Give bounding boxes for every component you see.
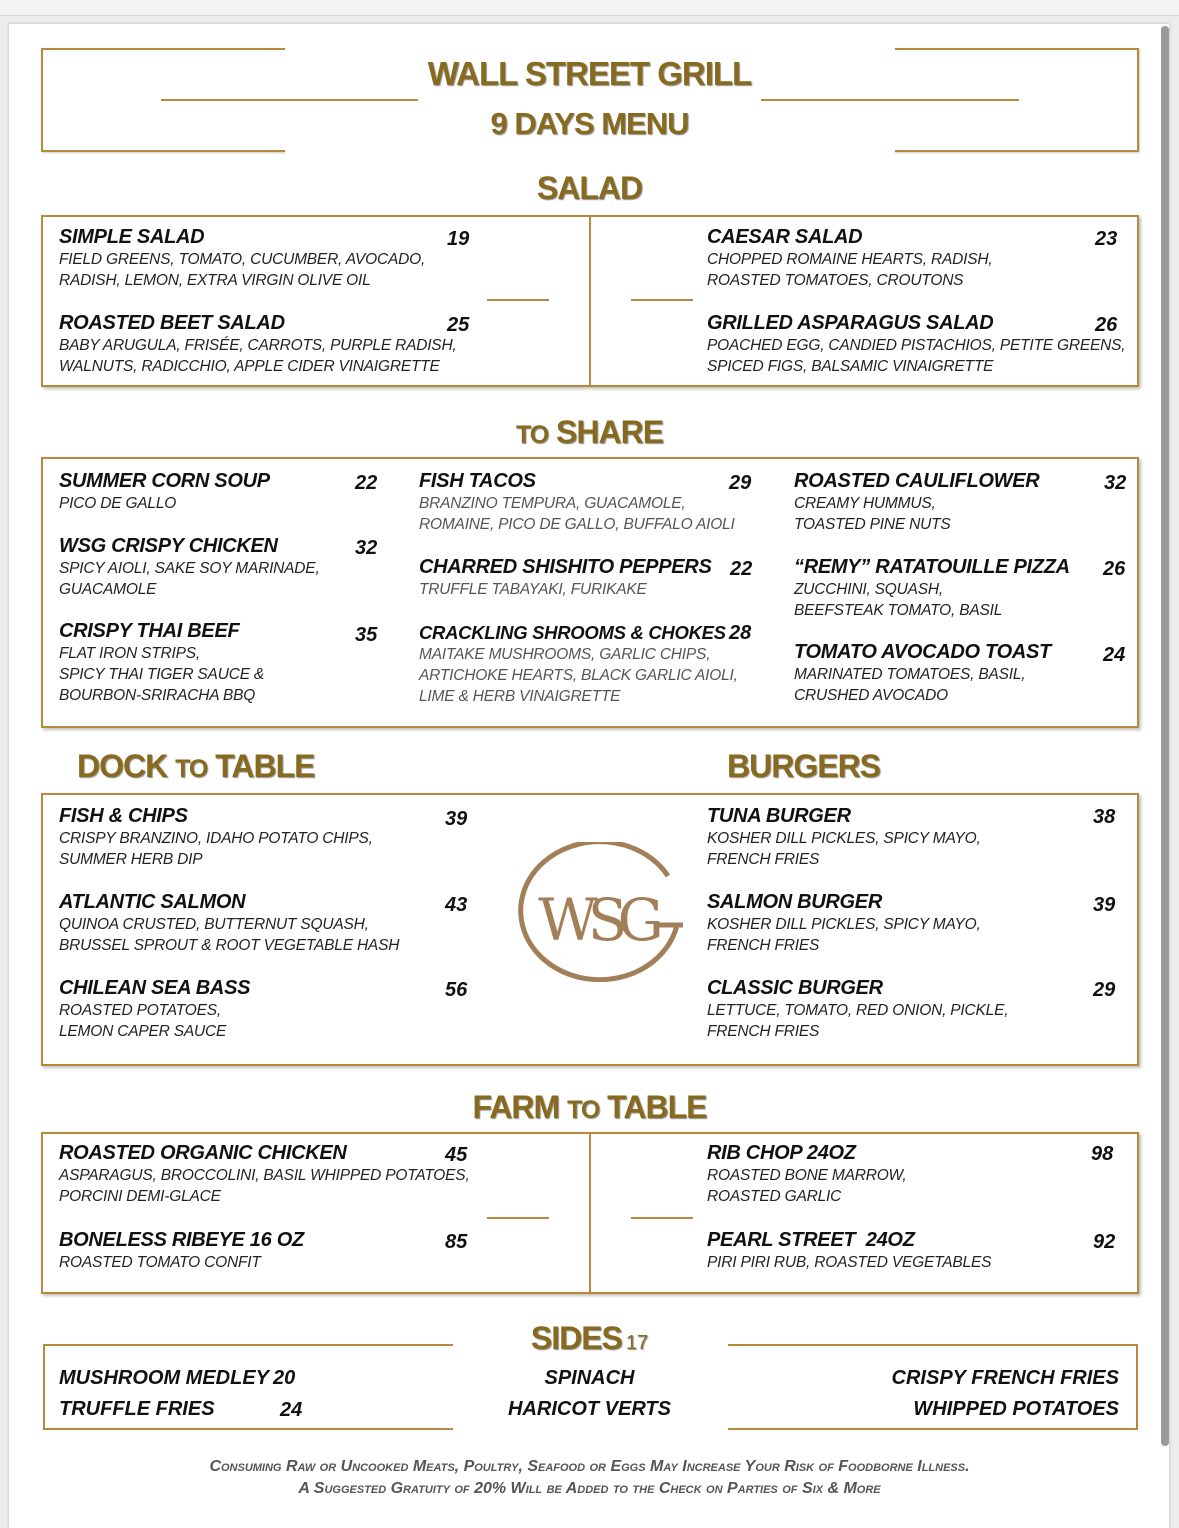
item-name: CLASSIC BURGER — [707, 977, 883, 999]
desc-line: PIRI PIRI RUB, ROASTED VEGETABLES — [707, 1254, 992, 1271]
item-name: BONELESS RIBEYE 16 OZ — [59, 1229, 304, 1251]
item-name: PEARL STREET 24OZ — [707, 1229, 915, 1251]
side-spinach: SPINACH — [544, 1367, 635, 1389]
item-price: 32 — [355, 537, 378, 559]
desc-line: RADISH, LEMON, EXTRA VIRGIN OLIVE OIL — [59, 272, 371, 289]
item-name: WSG CRISPY CHICKEN — [59, 535, 278, 557]
item-desc — [419, 579, 712, 600]
menu-item — [59, 977, 250, 1042]
item-name: ROASTED CAULIFLOWER — [794, 470, 1040, 492]
desc-line: ROASTED TOMATOES, CROUTONS — [707, 272, 964, 289]
desc-line: BEEFSTEAK TOMATO, BASIL — [794, 602, 1003, 619]
sides-top-right — [728, 1344, 1138, 1346]
item-desc — [707, 1000, 1008, 1042]
item-name: TUNA BURGER — [707, 805, 851, 827]
desc-line: PORCINI DEMI-GLACE — [59, 1188, 221, 1205]
menu-item — [59, 1142, 470, 1207]
menu-item — [59, 470, 270, 514]
desc-line: CRISPY BRANZINO, IDAHO POTATO CHIPS, — [59, 830, 373, 847]
item-name: CHARRED SHISHITO PEPPERS — [419, 556, 712, 578]
item-price: 22 — [730, 558, 753, 580]
desc-line: CRUSHED AVOCADO — [794, 687, 949, 704]
item-desc — [707, 249, 992, 291]
item-name: FISH & CHIPS — [59, 805, 188, 827]
desc-line: CHOPPED ROMAINE HEARTS, RADISH, — [707, 251, 993, 268]
menu-item — [794, 556, 1070, 621]
salad-rule-right — [631, 299, 693, 301]
side-haricot-verts: HARICOT VERTS — [508, 1398, 671, 1420]
farm-rule-left — [487, 1217, 549, 1219]
item-name: RIB CHOP 24OZ — [707, 1142, 856, 1164]
desc-line: FRENCH FRIES — [707, 851, 820, 868]
desc-line: WALNUTS, RADICCHIO, APPLE CIDER VINAIGRETTE — [59, 358, 440, 375]
item-price: 29 — [729, 472, 752, 494]
item-price: 92 — [1093, 1231, 1116, 1253]
menu-item — [59, 620, 264, 706]
desc-line: SPICY AIOLI, SAKE SOY MARINADE, — [59, 560, 320, 577]
item-price: 22 — [355, 472, 378, 494]
desc-line: TOASTED PINE NUTS — [794, 516, 951, 533]
desc-line: BRUSSEL SPROUT & ROOT VEGETABLE HASH — [59, 937, 400, 954]
title-b: TABLE — [215, 748, 315, 784]
side-name: TRUFFLE FRIES — [59, 1398, 215, 1420]
item-name: ATLANTIC SALMON — [59, 891, 246, 913]
item-name: TOMATO AVOCADO TOAST — [794, 641, 1051, 663]
sides-price: 17 — [625, 1332, 649, 1354]
item-price: 43 — [445, 894, 468, 916]
item-price: 56 — [445, 979, 468, 1001]
sides-bottom-left — [43, 1428, 453, 1430]
desc-line: FIELD GREENS, TOMATO, CUCUMBER, AVOCADO, — [59, 251, 426, 268]
item-desc — [59, 914, 399, 956]
menu-item — [707, 891, 981, 956]
farm-rule-right — [631, 1217, 693, 1219]
item-desc — [794, 664, 1051, 706]
item-name: SALMON BURGER — [707, 891, 882, 913]
desc-line: BRANZINO TEMPURA, GUACAMOLE, — [419, 495, 686, 512]
menu-item — [59, 805, 373, 870]
item-name: SUMMER CORN SOUP — [59, 470, 270, 492]
item-desc — [707, 335, 1125, 377]
menu-item — [707, 226, 992, 291]
side-truffle-price: 24 — [280, 1399, 303, 1421]
item-price: 26 — [1095, 314, 1118, 336]
desc-line: LEMON CAPER SAUCE — [59, 1023, 227, 1040]
desc-line: ZUCCHINI, SQUASH, — [794, 581, 944, 598]
menu-item — [59, 226, 425, 291]
desc-line: ROASTED POTATOES, — [59, 1002, 221, 1019]
title-to: TO — [515, 421, 549, 449]
item-name: CRACKLING SHROOMS & CHOKES — [419, 622, 726, 643]
logo-letters: WSG — [538, 886, 654, 954]
desc-line: ARTICHOKE HEARTS, BLACK GARLIC AIOLI, — [419, 667, 738, 684]
menu-item — [59, 535, 320, 600]
browser-top-bar — [0, 0, 1179, 16]
desc-line: ROASTED BONE MARROW, — [707, 1167, 907, 1184]
side-crispy-french-fries: CRISPY FRENCH FRIES — [891, 1367, 1119, 1389]
scrollbar[interactable] — [1161, 26, 1169, 1446]
desc-line: TRUFFLE TABAYAKI, FURIKAKE — [419, 581, 647, 598]
desc-line: ROASTED TOMATO CONFIT — [59, 1254, 261, 1271]
sides-title — [0, 1320, 1179, 1357]
item-desc — [419, 644, 738, 707]
desc-line: BOURBON-SRIRACHA BBQ — [59, 687, 256, 704]
menu-item — [707, 977, 1008, 1042]
share-title — [0, 414, 1179, 451]
item-price: 39 — [1093, 894, 1116, 916]
item-price: 45 — [445, 1144, 468, 1166]
menu-subtitle: 9 DAYS MENU — [490, 106, 689, 141]
sides-bottom-right — [728, 1428, 1138, 1430]
title-a: DOCK — [77, 748, 168, 784]
side-price: 20 — [273, 1367, 296, 1389]
item-desc — [59, 249, 425, 291]
item-price: 98 — [1091, 1143, 1114, 1165]
item-price: 23 — [1095, 228, 1118, 250]
item-name: ROASTED BEET SALAD — [59, 312, 285, 334]
title-a: FARM — [472, 1089, 560, 1125]
item-desc — [59, 558, 320, 600]
menu-item — [707, 1142, 907, 1207]
header-rule-right — [761, 99, 1019, 101]
item-price: 25 — [447, 314, 470, 336]
item-name: CRISPY THAI BEEF — [59, 620, 240, 642]
item-price: 29 — [1093, 979, 1116, 1001]
item-desc — [707, 914, 981, 956]
item-desc — [59, 1165, 470, 1207]
item-desc — [419, 493, 735, 535]
item-price: 32 — [1104, 472, 1127, 494]
dock-title — [77, 748, 314, 785]
restaurant-name: WALL STREET GRILL — [427, 55, 752, 92]
desc-line: FRENCH FRIES — [707, 1023, 820, 1040]
footer-line-2: A Suggested Gratuity of 20% Will be Added to the Check on Parties of Six & More — [298, 1480, 881, 1497]
menu-item — [59, 1229, 304, 1273]
desc-line: FRENCH FRIES — [707, 937, 820, 954]
wsg-logo-icon — [508, 842, 688, 982]
desc-line: SPICED FIGS, BALSAMIC VINAIGRETTE — [707, 358, 994, 375]
menu-item — [59, 891, 399, 956]
desc-line: LIME & HERB VINAIGRETTE — [419, 688, 621, 705]
desc-line: FLAT IRON STRIPS, — [59, 645, 200, 662]
item-desc — [59, 828, 373, 870]
title-to: TO — [567, 1096, 600, 1124]
item-price: 24 — [1103, 644, 1126, 666]
item-desc — [59, 335, 457, 377]
salad-divider — [589, 217, 591, 385]
item-desc — [59, 1000, 250, 1042]
item-price: 38 — [1093, 806, 1116, 828]
menu-item — [794, 470, 1039, 535]
desc-line: ROMAINE, PICO DE GALLO, BUFFALO AIOLI — [419, 516, 735, 533]
item-name: ROASTED ORGANIC CHICKEN — [59, 1142, 347, 1164]
desc-line: MARINATED TOMATOES, BASIL, — [794, 666, 1026, 683]
menu-item — [707, 805, 981, 870]
menu-item — [419, 470, 735, 535]
item-price: 28 — [729, 622, 752, 644]
desc-line: CREAMY HUMMUS, — [794, 495, 936, 512]
menu-item — [419, 622, 738, 707]
menu-item — [419, 556, 712, 600]
item-price: 26 — [1103, 558, 1126, 580]
farm-title — [0, 1089, 1179, 1126]
item-desc — [59, 1252, 304, 1273]
salad-rule-left — [487, 299, 549, 301]
item-desc — [707, 1252, 991, 1273]
menu-item — [707, 1229, 991, 1273]
item-name: FISH TACOS — [419, 470, 536, 492]
title-main: SIDES — [530, 1320, 622, 1356]
menu-item — [707, 312, 1125, 377]
item-desc — [59, 493, 270, 514]
item-name: GRILLED ASPARAGUS SALAD — [707, 312, 994, 334]
footer-notice — [0, 1456, 1179, 1500]
item-price: 85 — [445, 1231, 468, 1253]
item-desc — [59, 643, 264, 706]
side-name: MUSHROOM MEDLEY — [59, 1367, 269, 1389]
sides-top-left — [43, 1344, 453, 1346]
desc-line: ROASTED GARLIC — [707, 1188, 842, 1205]
header-rule-left — [161, 99, 418, 101]
item-price: 35 — [355, 624, 378, 646]
footer-line-1: Consuming Raw or Uncooked Meats, Poultry, Seafood or Eggs May Increase Your Risk of Foodborne Illness. — [209, 1458, 970, 1475]
title-b: TABLE — [607, 1089, 707, 1125]
item-price: 19 — [447, 228, 470, 250]
item-desc — [707, 828, 981, 870]
item-desc — [794, 493, 1039, 535]
desc-line: ASPARAGUS, BROCCOLINI, BASIL WHIPPED POTATOES, — [59, 1167, 470, 1184]
desc-line: BABY ARUGULA, FRISÉE, CARROTS, PURPLE RADISH, — [59, 337, 457, 354]
item-desc — [707, 1165, 907, 1207]
item-price: 39 — [445, 808, 468, 830]
item-name: CAESAR SALAD — [707, 226, 863, 248]
salad-title: SALAD — [536, 170, 643, 206]
title-to: TO — [175, 755, 208, 783]
item-desc — [794, 579, 1070, 621]
item-name: CHILEAN SEA BASS — [59, 977, 251, 999]
desc-line: MAITAKE MUSHROOMS, GARLIC CHIPS, — [419, 646, 711, 663]
desc-line: GUACAMOLE — [59, 581, 157, 598]
desc-line: PICO DE GALLO — [59, 495, 177, 512]
desc-line: POACHED EGG, CANDIED PISTACHIOS, PETITE GREENS, — [707, 337, 1126, 354]
desc-line: LETTUCE, TOMATO, RED ONION, PICKLE, — [707, 1002, 1009, 1019]
item-name: “REMY” RATATOUILLE PIZZA — [794, 556, 1070, 578]
farm-divider — [589, 1134, 591, 1292]
side-whipped-potatoes: WHIPPED POTATOES — [913, 1398, 1119, 1420]
desc-line: KOSHER DILL PICKLES, SPICY MAYO, — [707, 916, 981, 933]
desc-line: SPICY THAI TIGER SAUCE & — [59, 666, 265, 683]
desc-line: QUINOA CRUSTED, BUTTERNUT SQUASH, — [59, 916, 369, 933]
desc-line: KOSHER DILL PICKLES, SPICY MAYO, — [707, 830, 981, 847]
desc-line: SUMMER HERB DIP — [59, 851, 203, 868]
menu-item — [794, 641, 1051, 706]
item-name: SIMPLE SALAD — [59, 226, 205, 248]
title-main: SHARE — [556, 414, 664, 450]
menu-item — [59, 312, 457, 377]
burgers-title: BURGERS — [727, 748, 881, 784]
